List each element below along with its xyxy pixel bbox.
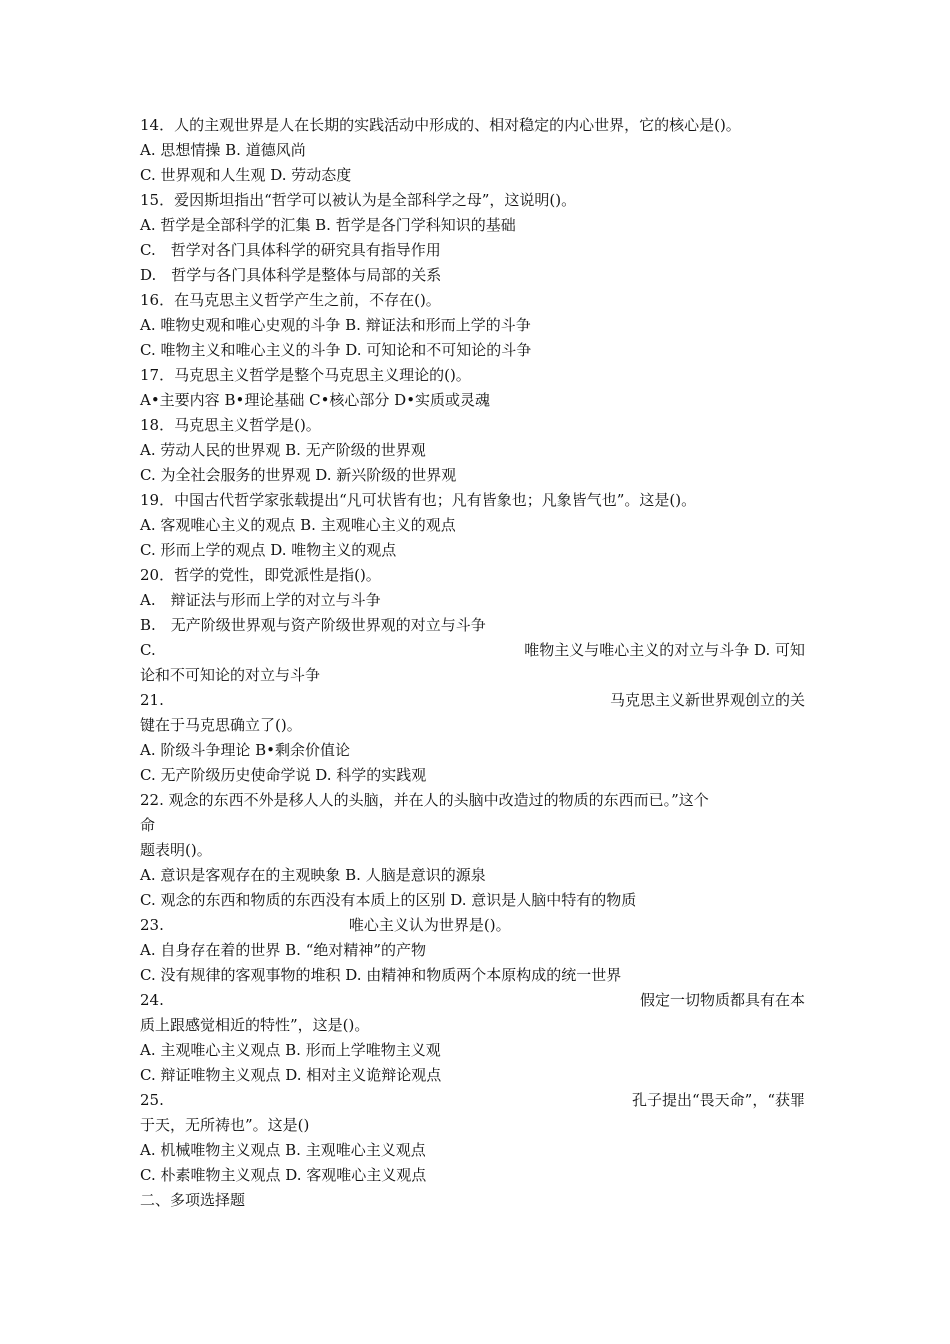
q21-number: 21. <box>140 691 164 709</box>
q18-options-ab: A. 劳动人民的世界观 B. 无产阶级的世界观 <box>140 441 426 459</box>
document-page <box>140 113 805 1213</box>
q20-option-a: A. 辩证法与形而上学的对立与斗争 <box>140 591 381 609</box>
q15-option-c: C. 哲学对各门具体科学的研究具有指导作用 <box>140 241 441 259</box>
q22-options-ab: A. 意识是客观存在的主观映象 B. 人脑是意识的源泉 <box>140 866 486 884</box>
q22-options-cd: C. 观念的东西和物质的东西没有本质上的区别 D. 意识是人脑中特有的物质 <box>140 891 637 909</box>
q25-stem-cont: 于天，无所祷也”。这是() <box>140 1116 310 1134</box>
q23-number: 23. <box>140 916 164 934</box>
q24-stem-cont: 质上跟感觉相近的特性”，这是()。 <box>140 1016 370 1034</box>
q20-option-b: B. 无产阶级世界观与资产阶级世界观的对立与斗争 <box>140 616 486 634</box>
q23-stem-text: 唯心主义认为世界是()。 <box>348 916 511 934</box>
q20-option-d-cont: 论和不可知论的对立与斗争 <box>140 666 321 684</box>
q24-options-cd: C. 辩证唯物主义观点 D. 相对主义诡辩论观点 <box>140 1066 442 1084</box>
q20-stem: 20．哲学的党性，即党派性是指()。 <box>140 566 381 584</box>
q21-options-ab: A. 阶级斗争理论 B•剩余价值论 <box>140 741 351 759</box>
q16-options-ab: A. 唯物史观和唯心史观的斗争 B. 辩证法和形而上学的斗争 <box>140 316 531 334</box>
q22-stem-cont-1: 命 <box>140 816 156 834</box>
q17-stem: 17．马克思主义哲学是整个马克思主义理论的()。 <box>140 366 471 384</box>
q24-number: 24. <box>140 991 164 1009</box>
q23-stem-line <box>140 913 805 938</box>
q20-option-c-label: C. <box>140 641 156 659</box>
q25-number: 25. <box>140 1091 164 1109</box>
q23-options-ab: A. 自身存在着的世界 B. “绝对精神”的产物 <box>140 941 427 959</box>
q25-stem-line <box>140 1088 805 1113</box>
q14-options-ab: A. 思想情操 B. 道德风尚 <box>140 141 306 159</box>
q14-options-cd: C. 世界观和人生观 D. 劳动态度 <box>140 166 352 184</box>
q24-stem-line <box>140 988 805 1013</box>
q19-options-cd: C. 形而上学的观点 D. 唯物主义的观点 <box>140 541 397 559</box>
q21-stem-line <box>140 688 805 713</box>
q21-options-cd: C. 无产阶级历史使命学说 D. 科学的实践观 <box>140 766 427 784</box>
q19-options-ab: A. 客观唯心主义的观点 B. 主观唯心主义的观点 <box>140 516 456 534</box>
q15-option-d: D. 哲学与各门具体科学是整体与局部的关系 <box>140 266 442 284</box>
q18-stem: 18．马克思主义哲学是()。 <box>140 416 321 434</box>
q20-option-c-line <box>140 638 805 663</box>
q22-stem-cont-2: 题表明()。 <box>140 841 212 859</box>
q24-options-ab: A. 主观唯心主义观点 B. 形而上学唯物主义观 <box>140 1041 441 1059</box>
q25-options-cd: C. 朴素唯物主义观点 D. 客观唯心主义观点 <box>140 1166 427 1184</box>
q15-stem: 15．爱因斯坦指出“哲学可以被认为是全部科学之母”，这说明()。 <box>140 191 577 209</box>
q17-options: A•主要内容 B•理论基础 C•核心部分 D•实质或灵魂 <box>140 391 491 409</box>
q16-options-cd: C. 唯物主义和唯心主义的斗争 D. 可知论和不可知论的斗争 <box>140 341 532 359</box>
q24-stem-text: 假定一切物质都具有在本 <box>639 991 805 1009</box>
q25-stem-text: 孔子提出“畏天命”，“获罪 <box>631 1091 805 1109</box>
q21-stem-text: 马克思主义新世界观创立的关 <box>609 691 805 709</box>
q20-option-c-text: 唯物主义与唯心主义的对立与斗争 D. 可知 <box>524 641 805 659</box>
q16-stem: 16．在马克思主义哲学产生之前，不存在()。 <box>140 291 441 309</box>
q19-stem: 19．中国古代哲学家张载提出“凡可状皆有也；凡有皆象也；凡象皆气也”。这是()。 <box>140 491 697 509</box>
q21-stem-cont: 键在于马克思确立了()。 <box>140 716 302 734</box>
q14-stem: 14．人的主观世界是人在长期的实践活动中形成的、相对稳定的内心世界，它的核心是()。 <box>140 116 741 134</box>
q18-options-cd: C. 为全社会服务的世界观 D. 新兴阶级的世界观 <box>140 466 457 484</box>
q15-options-ab: A. 哲学是全部科学的汇集 B. 哲学是各门学科知识的基础 <box>140 216 516 234</box>
q23-options-cd: C. 没有规律的客观事物的堆积 D. 由精神和物质两个本原构成的统一世界 <box>140 966 622 984</box>
q22-stem: 22. 观念的东西不外是移人人的头脑，并在人的头脑中改造过的物质的东西而已。”这个 <box>140 791 709 809</box>
section-heading-multiple-choice: 二、多项选择题 <box>140 1191 246 1209</box>
q25-options-ab: A. 机械唯物主义观点 B. 主观唯心主义观点 <box>140 1141 426 1159</box>
